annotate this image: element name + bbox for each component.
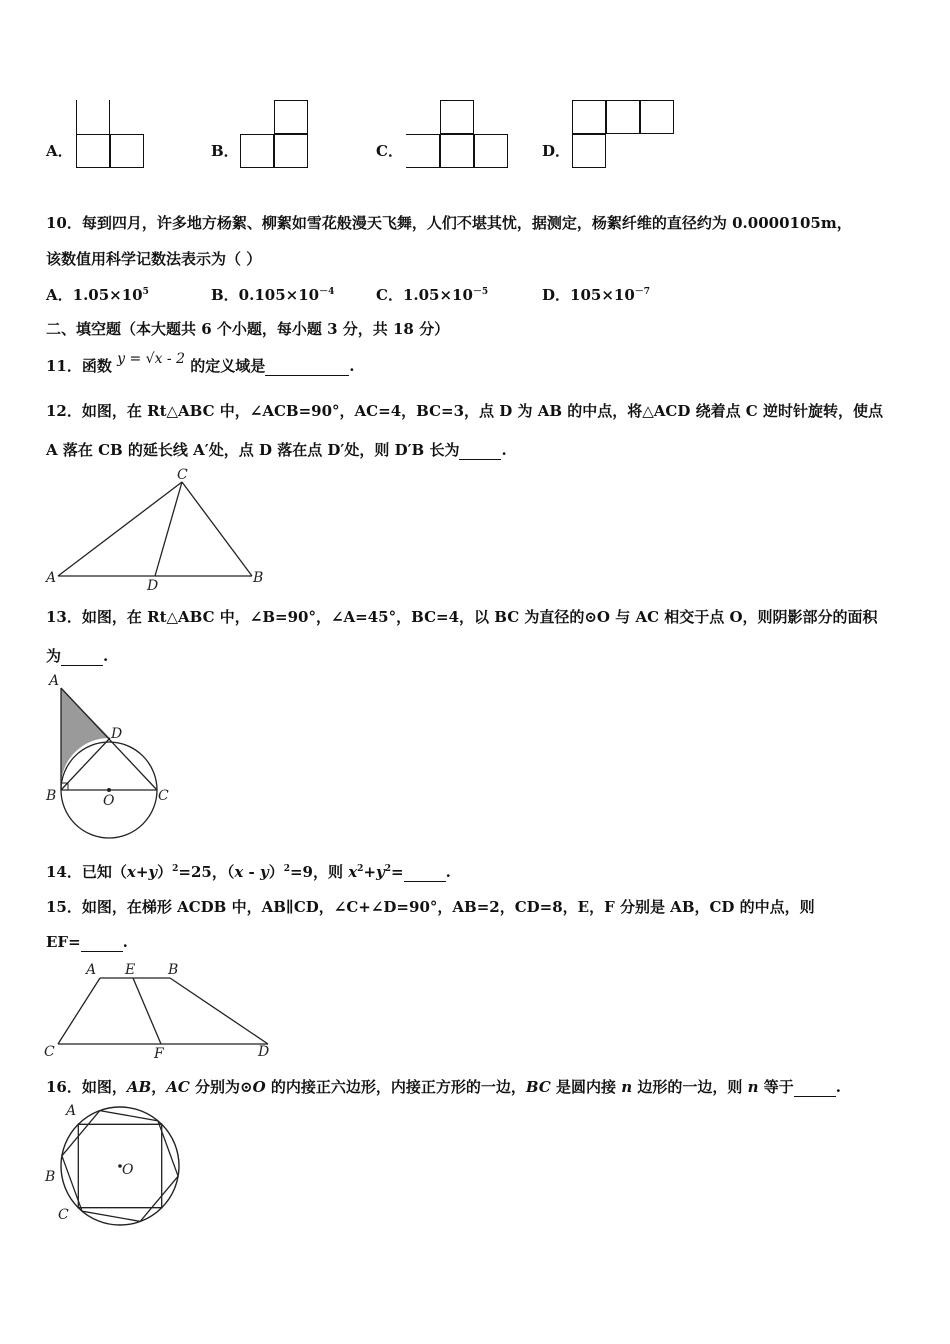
q13-line-2: 为 .	[46, 647, 109, 665]
q12-figure	[44, 466, 266, 590]
q12-label-c: C	[177, 467, 188, 483]
q11-formula: y = √x - 2	[117, 351, 186, 367]
q16-label-b: B	[45, 1169, 56, 1185]
q9-option-b-figure	[240, 100, 310, 170]
q16-label-o: O	[122, 1162, 134, 1178]
q9-option-a-label: A．	[46, 142, 73, 160]
q12-segment-cb	[182, 482, 252, 576]
q15-label-d: D	[258, 1044, 270, 1060]
q15-label-b: B	[168, 962, 179, 978]
q13-label-d: D	[111, 726, 123, 742]
q12-line-2: A 落在 CB 的延长线 A′处，点 D 落在点 D′处，则 D′B 长为 .	[46, 441, 507, 459]
q16-answer-blank	[794, 1078, 836, 1097]
q10-option-d: D．$105\times 10^{-7}$	[542, 286, 651, 304]
q12-line-1: 12．如图，在 Rt△ABC 中，∠ACB=90°，AC=4，BC=3，点 D 为 AB 的中点，将△ACD 绕着点 C 逆时针旋转，使点	[46, 402, 883, 420]
q10-option-c: C．$1.05\times 10^{-5}$	[376, 286, 489, 304]
q14-answer-blank	[404, 863, 446, 882]
q9-option-d-label: D．	[542, 142, 571, 160]
q16-label-a: A	[66, 1103, 77, 1119]
q10-option-b: B．$0.105\times 10^{-4}$	[211, 286, 335, 304]
q12-segment-ac	[58, 482, 182, 576]
q15-line-2: EF= .	[46, 933, 128, 951]
q9-option-c-label: C．	[376, 142, 403, 160]
q15-segment-ef	[133, 978, 161, 1044]
q15-line-1: 15．如图，在梯形 ACDB 中，AB∥CD，∠C+∠D=90°，AB=2，CD=8，E，F 分别是 AB，CD 的中点，则	[46, 898, 815, 916]
q15-label-f: F	[154, 1046, 164, 1062]
section-2-heading: 二、填空题（本大题共 6 个小题，每小题 3 分，共 18 分）	[46, 320, 450, 338]
q15-figure	[44, 960, 276, 1062]
q10-option-a: A．$1.05\times 10^5$	[46, 286, 149, 304]
q10-line-2: 该数值用科学记数法表示为（ ）	[46, 250, 262, 268]
q16-label-c: C	[58, 1207, 69, 1223]
q12-label-a: A	[46, 570, 57, 586]
q15-label-a: A	[86, 962, 97, 978]
q9-option-d-figure	[572, 100, 676, 170]
q15-answer-blank	[81, 933, 123, 952]
q9-option-b-label: B．	[211, 142, 239, 160]
q13-figure	[44, 672, 176, 844]
q15-label-e: E	[125, 962, 136, 978]
q10-line-1: 10．每到四月，许多地方杨絮、柳絮如雪花般漫天飞舞，人们不堪其忧，据测定，杨絮纤维的直径约为 0.0000105m，	[46, 214, 852, 232]
q13-label-b: B	[46, 788, 57, 804]
q15-segment-bd	[170, 978, 268, 1044]
q13-center-dot	[107, 788, 111, 792]
q16: 16．如图，AB，AC 分别为⊙O 的内接正六边形，内接正方形的一边，BC 是圆内接 n 边形的一边，则 n 等于 .	[46, 1078, 841, 1096]
q12-label-d: D	[147, 578, 159, 590]
q12-answer-blank	[459, 441, 501, 460]
q16-figure	[44, 1102, 182, 1226]
q13-label-a: A	[49, 673, 60, 689]
q9-option-c-figure	[406, 100, 510, 170]
q11: 11．函数 y = √x - 2 的定义域是 .	[46, 351, 355, 375]
q12-segment-cd	[155, 482, 182, 576]
q12-label-b: B	[253, 570, 264, 586]
q9-option-a-figure	[76, 100, 146, 170]
q13-line-1: 13．如图，在 Rt△ABC 中，∠B=90°，∠A=45°，BC=4，以 BC 为直径的⊙O 与 AC 相交于点 O，则阴影部分的面积	[46, 608, 878, 626]
q11-answer-blank	[265, 357, 349, 376]
q14: 14．已知$(x+y)^2=25$，（x - y）$^2$=9，则 $x^2+y^2=$ .	[46, 863, 451, 881]
q15-label-c: C	[44, 1044, 55, 1060]
q13-shaded-region	[61, 688, 110, 786]
q13-label-c: C	[158, 788, 169, 804]
q13-label-o: O	[103, 793, 115, 809]
q15-segment-ac	[58, 978, 100, 1044]
q13-answer-blank	[61, 647, 103, 666]
